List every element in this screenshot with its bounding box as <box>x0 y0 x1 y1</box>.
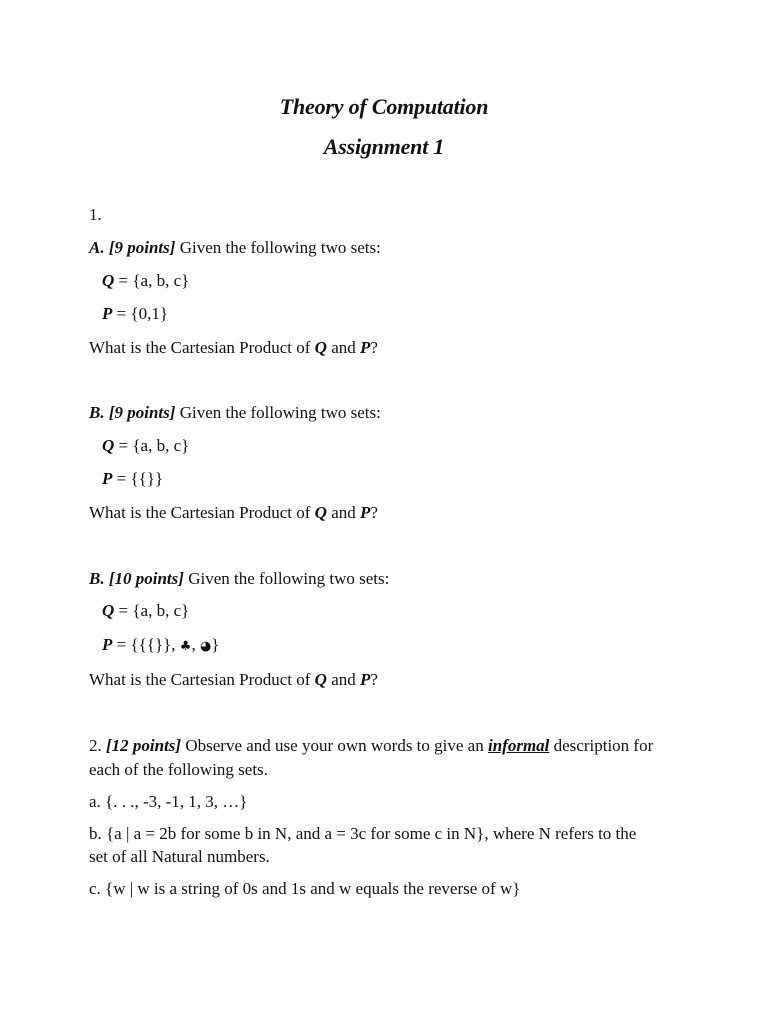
set-p-value-end: } <box>211 635 220 654</box>
club-symbol-icon: ♣ <box>179 639 192 654</box>
set-q-name: Q <box>102 601 115 620</box>
question-mark: ? <box>370 670 378 689</box>
part-a-set-q <box>102 271 189 291</box>
document-title: Theory of Computation <box>279 94 489 119</box>
question-2-number: 2. <box>89 736 106 755</box>
part-c-label: B. [10 points] <box>89 569 184 588</box>
question-text: What is the Cartesian Product of <box>89 503 315 522</box>
set-q-value: = {a, b, c} <box>114 271 190 290</box>
set-q-name: Q <box>102 271 115 290</box>
part-a-intro-text: Given the following two sets: <box>175 238 381 257</box>
part-b-label: B. [9 points] <box>89 403 176 422</box>
question-2-item-b-continued: set of all Natural numbers. <box>89 847 270 866</box>
question-q: Q <box>314 670 327 689</box>
part-a-label: A. [9 points] <box>89 238 176 257</box>
set-p-name: P <box>102 635 113 654</box>
question-2-item-a: a. {. . ., -3, -1, 1, 3, …} <box>89 792 248 811</box>
question-and: and <box>326 338 360 357</box>
question-p: P <box>360 670 371 689</box>
question-2-points: [12 points] <box>106 736 182 755</box>
part-a-set-p <box>102 304 168 324</box>
question-p: P <box>360 338 371 357</box>
part-c-question <box>89 670 378 690</box>
document-subtitle: Assignment 1 <box>323 134 445 159</box>
question-2-text: Observe and use your own words to give an <box>181 736 488 755</box>
question-2-intro <box>89 736 653 756</box>
set-p-value-start: = {{{}}, <box>112 635 180 654</box>
question-1-number: 1. <box>89 205 102 224</box>
part-b-intro-text: Given the following two sets: <box>175 403 381 422</box>
set-q-value: = {a, b, c} <box>114 601 190 620</box>
set-q-value: = {a, b, c} <box>114 436 190 455</box>
part-b-question <box>89 503 378 523</box>
part-b-set-q <box>102 436 189 456</box>
set-p-name: P <box>102 469 113 488</box>
part-c-intro <box>89 569 389 589</box>
circle-symbol-icon: ◕ <box>199 639 212 654</box>
question-2-intro-line-2: each of the following sets. <box>89 760 268 779</box>
set-p-value: = {{}} <box>112 469 164 488</box>
part-c-intro-text: Given the following two sets: <box>183 569 390 588</box>
set-p-value-separator: , <box>191 635 200 654</box>
set-p-name: P <box>102 304 113 323</box>
question-2-item-b: b. {a | a = 2b for some b in N, and a = 3c for some c in N}, where N refers to the <box>89 824 637 843</box>
part-c-set-q <box>102 601 189 621</box>
part-a-question <box>89 338 378 358</box>
question-2-text-end: description for <box>549 736 654 755</box>
question-q: Q <box>314 338 327 357</box>
set-q-name: Q <box>102 436 115 455</box>
question-mark: ? <box>370 503 378 522</box>
question-and: and <box>326 670 360 689</box>
question-q: Q <box>314 503 327 522</box>
part-b-set-p <box>102 469 163 489</box>
question-2-item-c: c. {w | w is a string of 0s and 1s and w equals the reverse of w} <box>89 879 521 898</box>
set-p-value: = {0,1} <box>112 304 169 323</box>
question-text: What is the Cartesian Product of <box>89 670 315 689</box>
part-b-intro <box>89 403 381 423</box>
question-p: P <box>360 503 371 522</box>
informal-emphasis: informal <box>487 736 550 755</box>
part-a-intro <box>89 238 381 258</box>
question-mark: ? <box>370 338 378 357</box>
question-and: and <box>326 503 360 522</box>
part-c-set-p <box>102 635 219 655</box>
question-text: What is the Cartesian Product of <box>89 338 315 357</box>
